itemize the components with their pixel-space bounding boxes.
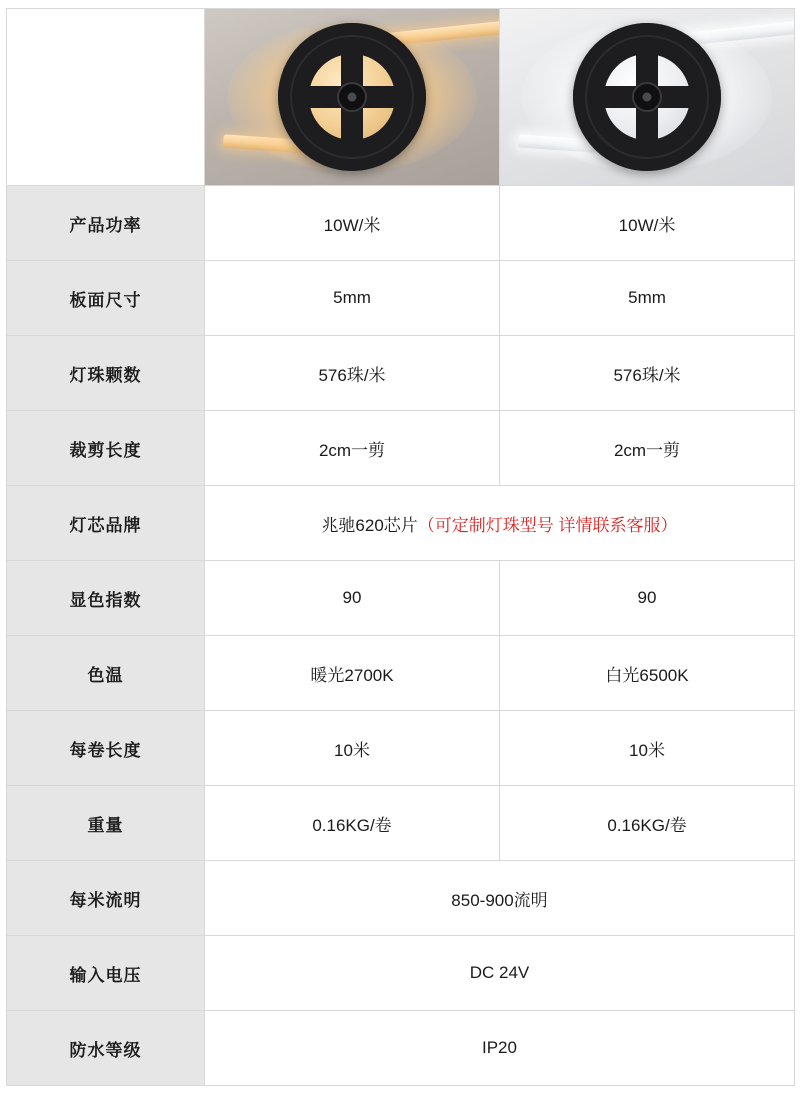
spec-label: 重量: [7, 786, 205, 861]
spec-value-warm: 90: [205, 561, 500, 636]
product-image-row: [7, 9, 795, 186]
warm-product-photo-cell: [205, 9, 500, 186]
table-row: [7, 411, 795, 486]
spec-value-merged: 850-900流明: [205, 861, 795, 936]
table-row: [7, 936, 795, 1011]
table-row: [7, 486, 795, 561]
spec-value-cool: 白光6500K: [500, 636, 795, 711]
table-row: [7, 786, 795, 861]
table-row: [7, 561, 795, 636]
cool-product-photo-cell: [500, 9, 795, 186]
table-row: [7, 186, 795, 261]
specification-table: [6, 8, 795, 1086]
spec-value-merged: IP20: [205, 1011, 795, 1086]
chip-brand-note: （可定制灯珠型号 详情联系客服）: [417, 515, 678, 535]
spec-label: 裁剪长度: [7, 411, 205, 486]
spec-value-warm: 0.16KG/卷: [205, 786, 500, 861]
cool-reel-icon: [573, 23, 721, 171]
warm-reel-icon: [278, 23, 426, 171]
spec-value-cool: 576珠/米: [500, 336, 795, 411]
spec-label: 产品功率: [7, 186, 205, 261]
spec-value-cool: 5mm: [500, 261, 795, 336]
spec-label: 显色指数: [7, 561, 205, 636]
spec-value-cool: 0.16KG/卷: [500, 786, 795, 861]
spec-value-warm: 2cm一剪: [205, 411, 500, 486]
spec-value-cool: 2cm一剪: [500, 411, 795, 486]
spec-value-cool: 90: [500, 561, 795, 636]
empty-corner-cell: [7, 9, 205, 186]
chip-brand-value: 兆驰620芯片: [321, 515, 418, 535]
spec-label: 每卷长度: [7, 711, 205, 786]
warm-white-led-strip-reel-image: [205, 9, 499, 185]
spec-label: 灯芯品牌: [7, 486, 205, 561]
table-row: [7, 861, 795, 936]
spec-label: 色温: [7, 636, 205, 711]
spec-label: 防水等级: [7, 1011, 205, 1086]
spec-label: 每米流明: [7, 861, 205, 936]
spec-value-cool: 10W/米: [500, 186, 795, 261]
spec-value-merged: [205, 486, 795, 561]
spec-label: 板面尺寸: [7, 261, 205, 336]
spec-label: 灯珠颗数: [7, 336, 205, 411]
spec-value-merged: DC 24V: [205, 936, 795, 1011]
table-row: [7, 261, 795, 336]
cool-white-led-strip-reel-image: [500, 9, 794, 185]
table-row: [7, 636, 795, 711]
spec-value-warm: 10米: [205, 711, 500, 786]
spec-label: 输入电压: [7, 936, 205, 1011]
spec-value-warm: 5mm: [205, 261, 500, 336]
reel-hub: [337, 82, 367, 112]
table-row: [7, 1011, 795, 1086]
spec-value-cool: 10米: [500, 711, 795, 786]
spec-value-warm: 暖光2700K: [205, 636, 500, 711]
spec-value-warm: 576珠/米: [205, 336, 500, 411]
spec-value-warm: 10W/米: [205, 186, 500, 261]
reel-hub: [632, 82, 662, 112]
table-row: [7, 711, 795, 786]
table-row: [7, 336, 795, 411]
